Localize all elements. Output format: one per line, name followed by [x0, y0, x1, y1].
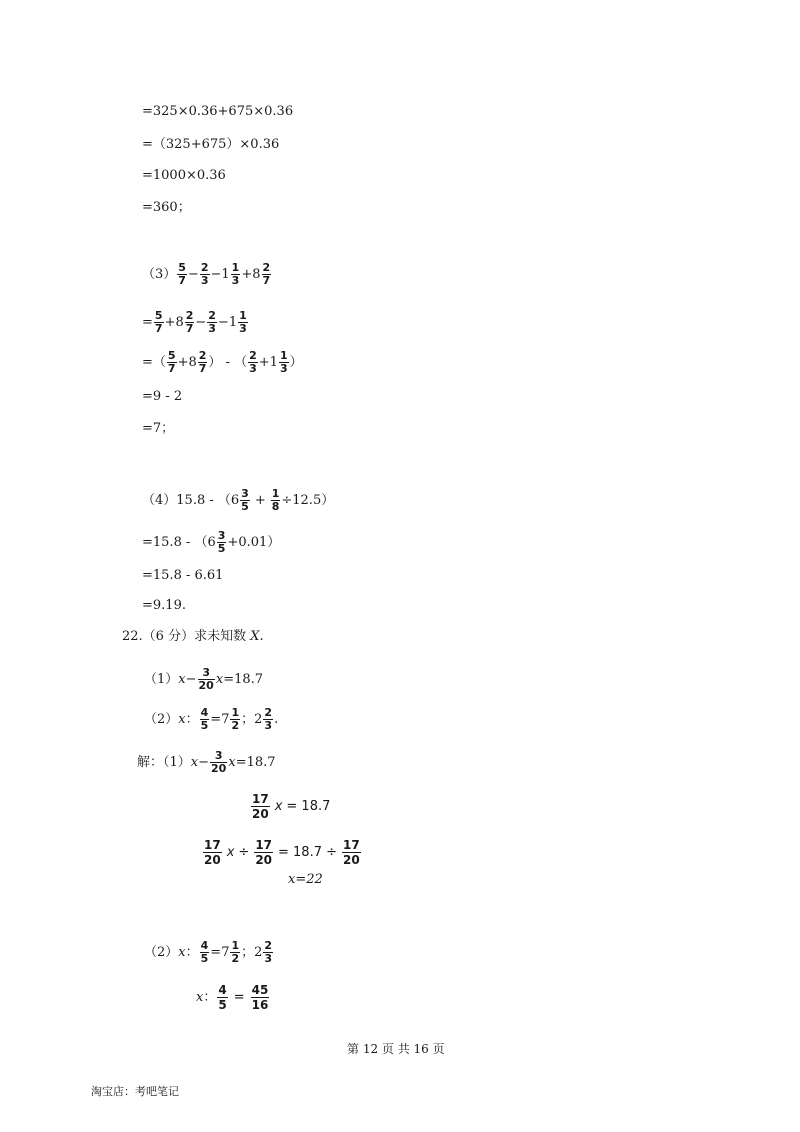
operator: ：: [185, 711, 199, 727]
calc-line: [142, 389, 182, 405]
calc-text: =7: [210, 944, 230, 960]
fraction: $\frac{2}{3}$: [264, 939, 273, 965]
fraction: $\frac{1}{3}$: [231, 261, 240, 287]
fraction: $\frac{1}{3}$: [239, 309, 247, 335]
operator: =: [142, 354, 153, 370]
calc-text: =18.7: [235, 754, 276, 770]
calc-line: [142, 168, 226, 184]
variable: x: [190, 754, 199, 770]
page-number: 第 12 页 共 16 页: [347, 1042, 445, 1056]
fraction: $\frac{17}{20}$: [204, 838, 221, 867]
calc-text: ；2: [241, 711, 263, 727]
solution-1-header: [137, 750, 276, 775]
calc-text: =15.8 - 6.61: [142, 568, 224, 583]
calc-text: x=22: [288, 872, 323, 887]
operator: +: [254, 492, 266, 508]
subproblem-1: [144, 667, 263, 692]
question-22-title: [122, 629, 264, 645]
fraction: $\frac{3}{5}$: [241, 487, 249, 513]
calc-line: [142, 598, 186, 614]
fraction: $\frac{1}{2}$: [231, 939, 240, 965]
operator: ：: [185, 944, 199, 960]
calc-line: [142, 530, 280, 555]
calc-line: [142, 137, 279, 153]
problem-4-statement: [142, 488, 334, 513]
operator: −: [195, 314, 207, 330]
variable: x: [215, 671, 224, 687]
fraction: $\frac{2}{3}$: [200, 261, 209, 287]
operator: ）: [289, 354, 303, 370]
operator: ）: [208, 354, 222, 370]
fraction: $\frac{5}{7}$: [154, 309, 163, 335]
subproblem-2: [144, 707, 278, 732]
operator: +8: [164, 314, 184, 330]
fraction: $\frac{3}{20}$: [198, 666, 214, 692]
variable: x: [226, 844, 235, 860]
calc-line: [142, 421, 174, 437]
fraction: $\frac{5}{7}$: [178, 261, 186, 287]
problem-3-statement: [142, 262, 272, 287]
variable: x: [178, 944, 186, 960]
calc-text: =360；: [142, 200, 191, 215]
fraction: $\frac{4}{5}$: [218, 983, 227, 1012]
calc-text: =18.7: [223, 671, 264, 687]
operator: +8: [241, 266, 261, 282]
operator: +1: [258, 354, 278, 370]
operator: −: [185, 671, 197, 687]
fraction: $\frac{3}{5}$: [217, 529, 226, 555]
question-title: 22.（6 分）求未知数: [122, 629, 251, 644]
variable: x: [228, 754, 236, 770]
fraction: $\frac{3}{20}$: [211, 749, 227, 775]
calc-text: =9.19.: [142, 598, 186, 613]
operator: ：: [203, 989, 217, 1005]
sub-label: （1）: [144, 671, 179, 687]
fraction: $\frac{17}{20}$: [255, 838, 273, 867]
operator: +8: [177, 354, 197, 370]
fraction: $\frac{2}{7}$: [198, 349, 207, 375]
answer-1: [288, 872, 323, 888]
calc-text: =9 - 2: [142, 389, 183, 404]
calc-text: =7；: [142, 421, 175, 436]
calc-line: [142, 200, 191, 216]
calc-line: [142, 568, 223, 584]
operator: −: [198, 754, 210, 770]
operator: （: [152, 354, 166, 370]
calc-text: =15.8 - （6: [142, 534, 216, 550]
solution-step: [196, 983, 270, 1012]
calc-line: [142, 104, 293, 120]
problem-label: （3）: [142, 266, 177, 282]
operator: -: [221, 354, 235, 370]
operator: −1: [217, 314, 238, 330]
calc-text: .: [274, 711, 279, 727]
calc-text: ；2: [241, 944, 263, 960]
fraction: $\frac{1}{2}$: [231, 706, 240, 732]
solution-label: 解：（1）: [137, 754, 191, 770]
calc-text: = 18.7 ÷: [278, 844, 338, 860]
operator: =: [142, 314, 153, 330]
operator: =: [233, 989, 245, 1005]
fraction: $\frac{4}{5}$: [200, 706, 209, 732]
operator: −1: [210, 266, 230, 282]
fraction: $\frac{2}{3}$: [208, 309, 216, 335]
calc-text: +0.01）: [227, 534, 281, 550]
operator: −: [187, 266, 199, 282]
calc-line: [142, 310, 249, 335]
fraction: $\frac{1}{3}$: [279, 349, 288, 375]
variable: x: [196, 989, 204, 1005]
calc-text: =1000×0.36: [142, 168, 226, 183]
sub-label: （2）: [144, 944, 179, 960]
sub-label: （2）: [144, 711, 179, 727]
calc-text: =325×0.36+675×0.36: [142, 104, 294, 119]
fraction: $\frac{45}{16}$: [251, 983, 269, 1012]
problem-label: （4）15.8 - （6: [142, 492, 240, 508]
fraction: $\frac{2}{7}$: [185, 309, 194, 335]
solution-step: [250, 792, 330, 821]
fraction: $\frac{2}{3}$: [249, 349, 257, 375]
calc-line: [142, 350, 303, 375]
calc-text: = 18.7: [286, 798, 331, 814]
operator: ÷12.5）: [281, 492, 335, 508]
variable: x: [178, 711, 186, 727]
fraction: $\frac{2}{3}$: [264, 706, 273, 732]
fraction: $\frac{17}{20}$: [343, 838, 360, 867]
operator: ÷: [238, 844, 250, 860]
calc-text: =（325+675）×0.36: [142, 137, 280, 152]
solution-step: [202, 838, 362, 867]
shop-footer: 淘宝店：考吧笔记: [91, 1085, 179, 1098]
fraction: $\frac{4}{5}$: [200, 939, 209, 965]
calc-text: =7: [210, 711, 230, 727]
fraction: $\frac{17}{20}$: [252, 792, 269, 821]
solution-2-header: [144, 940, 274, 965]
fraction: $\frac{1}{8}$: [271, 487, 280, 513]
fraction: $\frac{2}{7}$: [262, 261, 271, 287]
variable: X.: [250, 629, 264, 644]
variable: x: [178, 671, 186, 687]
variable: x: [274, 798, 283, 814]
fraction: $\frac{5}{7}$: [167, 349, 176, 375]
operator: （: [234, 354, 248, 370]
